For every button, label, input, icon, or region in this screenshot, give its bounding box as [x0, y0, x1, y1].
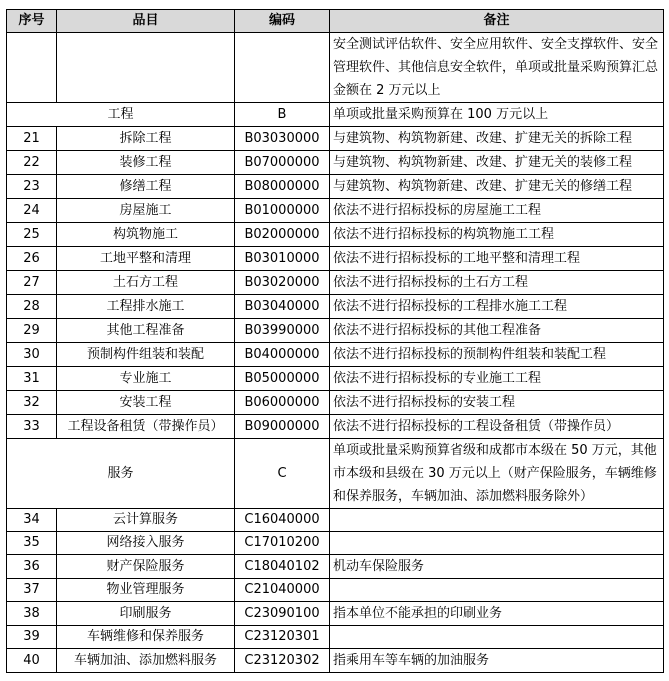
code-cell: B07000000	[235, 151, 330, 175]
remark-cell	[330, 509, 664, 532]
remark-cell: 依法不进行招标投标的土石方工程	[330, 271, 664, 295]
item-cell: 房屋施工	[57, 199, 235, 223]
table-row	[7, 223, 664, 247]
code-cell: B01000000	[235, 199, 330, 223]
item-cell: 财产保险服务	[57, 555, 235, 579]
engineering-category-row	[7, 103, 664, 127]
item-cell: 拆除工程	[57, 127, 235, 151]
code-cell: C23120301	[235, 626, 330, 649]
item-cell: 其他工程准备	[57, 319, 235, 343]
remark-cell: 机动车保险服务	[330, 555, 664, 579]
remark-cell	[330, 532, 664, 555]
table-row	[7, 626, 664, 649]
procurement-catalog-table	[6, 9, 664, 673]
serial-cell: 39	[7, 626, 57, 649]
serial-cell: 21	[7, 127, 57, 151]
continued-serial-cell	[7, 33, 57, 103]
serial-cell: 22	[7, 151, 57, 175]
table-row	[7, 579, 664, 602]
serial-cell: 38	[7, 602, 57, 626]
item-cell: 安装工程	[57, 391, 235, 415]
serial-cell: 33	[7, 415, 57, 439]
remark-cell: 依法不进行招标投标的专业施工工程	[330, 367, 664, 391]
continued-code-cell	[235, 33, 330, 103]
table-row	[7, 247, 664, 271]
serial-cell: 25	[7, 223, 57, 247]
serial-cell: 27	[7, 271, 57, 295]
table-row	[7, 555, 664, 579]
continued-row	[7, 33, 664, 103]
item-cell: 修缮工程	[57, 175, 235, 199]
serial-cell: 28	[7, 295, 57, 319]
table-row	[7, 415, 664, 439]
code-cell: B05000000	[235, 367, 330, 391]
remark-cell: 指乘用车等车辆的加油服务	[330, 649, 664, 673]
code-cell: B08000000	[235, 175, 330, 199]
continued-remark-cell: 安全测试评估软件、安全应用软件、安全支撑软件、安全管理软件、其他信息安全软件，单项或批量采购预算汇总金额在 2 万元以上	[330, 33, 664, 103]
table-row	[7, 199, 664, 223]
serial-cell: 30	[7, 343, 57, 367]
code-cell: B09000000	[235, 415, 330, 439]
serial-cell: 34	[7, 509, 57, 532]
item-cell: 物业管理服务	[57, 579, 235, 602]
remark-cell: 依法不进行招标投标的工程设备租赁（带操作员）	[330, 415, 664, 439]
remark-cell	[330, 626, 664, 649]
engineering-category-remark: 单项或批量采购预算在 100 万元以上	[330, 103, 664, 127]
remark-cell: 与建筑物、构筑物新建、改建、扩建无关的拆除工程	[330, 127, 664, 151]
table-row	[7, 151, 664, 175]
remark-cell: 依法不进行招标投标的工地平整和清理工程	[330, 247, 664, 271]
table-row	[7, 509, 664, 532]
services-category-remark: 单项或批量采购预算省级和成都市本级在 50 万元，其他市本级和县级在 30 万元以上（财产保险服务，车辆维修和保养服务，车辆加油、添加燃料服务除外）	[330, 439, 664, 509]
table-row	[7, 127, 664, 151]
serial-cell: 26	[7, 247, 57, 271]
header-item: 品目	[57, 10, 235, 33]
serial-cell: 35	[7, 532, 57, 555]
item-cell: 装修工程	[57, 151, 235, 175]
item-cell: 工程设备租赁（带操作员）	[57, 415, 235, 439]
table-row	[7, 391, 664, 415]
code-cell: B03020000	[235, 271, 330, 295]
remark-cell: 与建筑物、构筑物新建、改建、扩建无关的修缮工程	[330, 175, 664, 199]
code-cell: C17010200	[235, 532, 330, 555]
table-body	[7, 33, 664, 673]
table-header-row	[7, 10, 664, 33]
remark-cell: 依法不进行招标投标的其他工程准备	[330, 319, 664, 343]
item-cell: 构筑物施工	[57, 223, 235, 247]
serial-cell: 32	[7, 391, 57, 415]
item-cell: 预制构件组装和装配	[57, 343, 235, 367]
table-row	[7, 295, 664, 319]
engineering-category-code: B	[235, 103, 330, 127]
item-cell: 专业施工	[57, 367, 235, 391]
code-cell: B03990000	[235, 319, 330, 343]
serial-cell: 29	[7, 319, 57, 343]
header-remark: 备注	[330, 10, 664, 33]
remark-cell: 依法不进行招标投标的预制构件组装和装配工程	[330, 343, 664, 367]
remark-cell: 与建筑物、构筑物新建、改建、扩建无关的装修工程	[330, 151, 664, 175]
table-row	[7, 175, 664, 199]
table-row	[7, 649, 664, 673]
code-cell: B03040000	[235, 295, 330, 319]
item-cell: 印刷服务	[57, 602, 235, 626]
header-code: 编码	[235, 10, 330, 33]
services-category-row	[7, 439, 664, 509]
item-cell: 车辆加油、添加燃料服务	[57, 649, 235, 673]
services-category-name: 服务	[7, 439, 235, 509]
remark-cell: 依法不进行招标投标的工程排水施工工程	[330, 295, 664, 319]
table-row	[7, 319, 664, 343]
item-cell: 网络接入服务	[57, 532, 235, 555]
item-cell: 云计算服务	[57, 509, 235, 532]
continued-item-cell	[57, 33, 235, 103]
serial-cell: 37	[7, 579, 57, 602]
serial-cell: 40	[7, 649, 57, 673]
code-cell: C23120302	[235, 649, 330, 673]
serial-cell: 36	[7, 555, 57, 579]
code-cell: B06000000	[235, 391, 330, 415]
remark-cell: 依法不进行招标投标的安装工程	[330, 391, 664, 415]
remark-cell: 依法不进行招标投标的构筑物施工工程	[330, 223, 664, 247]
engineering-category-name: 工程	[7, 103, 235, 127]
procurement-table-container	[6, 9, 664, 673]
code-cell: B03010000	[235, 247, 330, 271]
item-cell: 工程排水施工	[57, 295, 235, 319]
header-serial: 序号	[7, 10, 57, 33]
table-row	[7, 602, 664, 626]
code-cell: B04000000	[235, 343, 330, 367]
item-cell: 车辆维修和保养服务	[57, 626, 235, 649]
table-row	[7, 343, 664, 367]
code-cell: C23090100	[235, 602, 330, 626]
serial-cell: 31	[7, 367, 57, 391]
item-cell: 土石方工程	[57, 271, 235, 295]
table-row	[7, 271, 664, 295]
code-cell: C16040000	[235, 509, 330, 532]
remark-cell: 依法不进行招标投标的房屋施工工程	[330, 199, 664, 223]
remark-cell: 指本单位不能承担的印刷业务	[330, 602, 664, 626]
code-cell: B03030000	[235, 127, 330, 151]
code-cell: C18040102	[235, 555, 330, 579]
services-category-code: C	[235, 439, 330, 509]
table-row	[7, 367, 664, 391]
code-cell: B02000000	[235, 223, 330, 247]
serial-cell: 24	[7, 199, 57, 223]
item-cell: 工地平整和清理	[57, 247, 235, 271]
serial-cell: 23	[7, 175, 57, 199]
remark-cell	[330, 579, 664, 602]
code-cell: C21040000	[235, 579, 330, 602]
table-row	[7, 532, 664, 555]
